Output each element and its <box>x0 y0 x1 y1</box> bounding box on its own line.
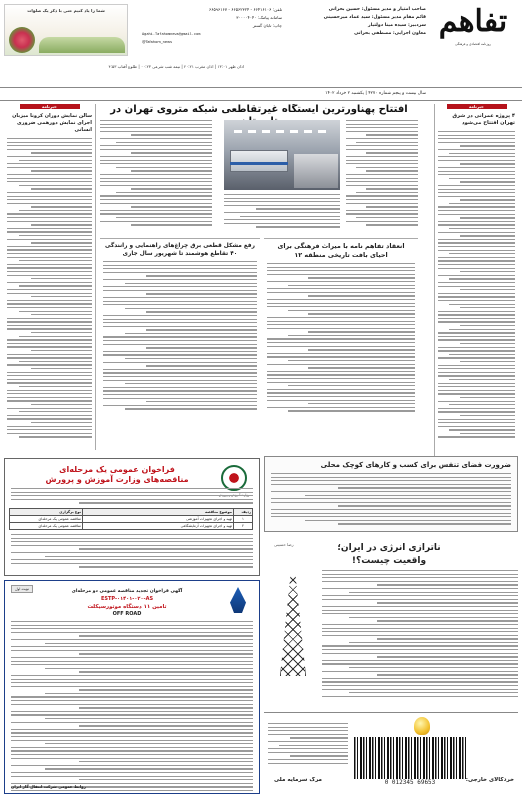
lead-body-right <box>346 120 418 230</box>
lead-story <box>100 104 418 234</box>
bottom-strip <box>264 712 518 794</box>
table-cell: تهیه و اجرای تجهیزات آزمایشگاهی <box>83 523 234 530</box>
masthead-logo <box>430 2 516 62</box>
ceiling-lights <box>234 130 330 133</box>
logo-text: تفاهم <box>438 4 508 39</box>
table-cell: مناقصه عمومی یک مرحله‌ای <box>10 516 83 523</box>
tender-title-1: فراخوان عمومی یک مرحله‌ای <box>59 465 175 474</box>
masthead-credits <box>286 6 426 62</box>
platform <box>294 154 338 188</box>
col-header: ردیف <box>234 509 253 516</box>
contact-line: تلفن: ۶۶۴۱۶۱۰۶ - ۶۶۵۶۲۳۲۴ - ۶۶۵۹۶۱۶۷ <box>209 7 282 12</box>
table-row <box>10 516 253 523</box>
gas-ad-body <box>11 621 253 771</box>
credit-line: معاون اجرایی: مصطفی بحرانی <box>354 31 426 36</box>
energy-article <box>264 536 518 708</box>
heritage-body <box>267 263 415 413</box>
flame-icon <box>228 587 248 613</box>
credit-line: قائم مقام مدیر مسئول: سید عماد میرحسینی <box>323 15 426 20</box>
gas-ad-subtitle: تامین ۱۱ دستگاه موتورسیکلت <box>87 604 167 610</box>
right-column-label: خبرنامه <box>447 104 507 109</box>
metro-train-stripe <box>230 162 288 165</box>
sub-story-traffic <box>100 238 260 414</box>
business-headline: ضرورت فضای تنفس برای کسب و کارهای کوچک محلی <box>320 461 511 469</box>
gas-ad-title: آگهی فراخوان تجدید مناقصه عمومی دو مرحله‌ای <box>71 589 183 594</box>
lead-headline: افتتاح پهناورترین ایستگاه غیرتقاطعی شبکه متروی تهران در <box>110 104 408 115</box>
badge-first-round: نوبت اول <box>11 585 33 593</box>
left-column <box>4 104 96 450</box>
email-line: Agahi.Tafahomnews@gmail.com <box>142 32 201 36</box>
slogan-banner <box>4 4 128 56</box>
gas-tender-ad <box>4 580 260 794</box>
left-column-body <box>7 138 92 450</box>
lightbulb-icon <box>414 717 430 735</box>
table-cell: مناقصه عمومی یک مرحله‌ای <box>10 523 83 530</box>
barcode <box>354 737 466 779</box>
tender-ad <box>4 458 260 576</box>
tender-intro <box>11 488 253 504</box>
gas-ad-footer: روابط عمومی شرکت انتقال گاز ایران <box>11 784 86 789</box>
gas-company-logo <box>223 587 253 621</box>
table-cell: تهیه و اجرای تجهیزات آموزشی <box>83 516 234 523</box>
barcode-number: 0 012345 69653 <box>354 779 466 786</box>
masthead-contact <box>142 6 282 62</box>
strip-left-label: مرگ سرمایه ملی <box>274 777 323 783</box>
dateline-bar <box>0 87 522 101</box>
landscape-decoration <box>39 37 125 53</box>
table-cell: ۱ <box>234 516 253 523</box>
gas-ad-code: ESTP-۰۱۴۰۱-۰۲۰-AS <box>100 596 154 602</box>
left-column-label: خبرنامه <box>20 104 80 109</box>
right-column <box>434 104 518 460</box>
traffic-body <box>103 261 257 411</box>
masthead <box>0 0 522 106</box>
business-body <box>271 473 511 529</box>
traffic-headline: رفع مشکل قطعی برق چراغ‌های راهنمایی و رانندگی ۴۰ تقاطع هوشمند تا شهریور سال جاری <box>105 243 255 257</box>
col-header: نوع برگزاری <box>10 509 83 516</box>
dateline: سال بیست و پنجم شماره ۴۲۷۰ | یکشنبه ۲ خرداد ۱۴۰۲ <box>325 91 426 96</box>
contact-line: چاپ: تابان گستر <box>252 23 282 28</box>
credit-line: سردبیر: سیده مینا دولتیار <box>368 23 426 28</box>
credit-line: صاحب امتیاز و مدیر مسئول: حسین بحرانی <box>328 7 426 12</box>
logo-subtitle: روزنامه اقتصادی و فرهنگی <box>455 42 491 46</box>
gas-ad-tag: OFF ROAD <box>112 611 142 617</box>
energy-illustration <box>268 566 318 686</box>
tender-table <box>9 508 253 530</box>
right-column-body <box>438 131 515 460</box>
energy-byline: رضا حسینی <box>274 542 294 547</box>
energy-headline: ناترازی انرژی در ایران؛ واقعیت چیست؟! <box>337 543 441 566</box>
power-tower-icon <box>280 576 306 676</box>
tender-footer-text <box>11 534 253 574</box>
lead-body-left <box>100 120 212 230</box>
prayer-times: اذان ظهر ۱۳:۰۱ | اذان مغرب ۲۰:۲۱ | نیمه شب شرعی ۰۰:۲۳ | طلوع آفتاب ۴:۵۳ <box>108 64 244 69</box>
contact-line: سامانه پیامک: ۳۰۰۰۰۴۰۴۰ <box>236 15 282 20</box>
table-row <box>10 523 253 530</box>
col-header: موضوع مناقصه <box>83 509 234 516</box>
social-line: @Tafahom_news <box>142 40 172 44</box>
energy-body <box>322 570 518 704</box>
strip-left-text <box>268 723 348 773</box>
strip-right-label: خردکالای خارجی: <box>465 777 514 783</box>
slogan-text: شما را یاد کنیم حتی با ذکر یک صلوات <box>27 8 105 13</box>
left-column-headline: سالن نمایش دوران کرونا میزبان اجرای نمایش دورهمی ضروری انسانی <box>12 113 92 133</box>
flower-decoration <box>9 27 35 53</box>
heritage-headline: انعقاد تفاهم نامه با میراث فرهنگی برای احیای بافت تاریخی منطقه ۱۲ <box>277 242 405 259</box>
lead-body-under-photo <box>224 194 340 232</box>
business-box <box>264 456 518 532</box>
sub-story-heritage <box>264 238 418 414</box>
right-column-headline: ۴ پروژه عمرانی در شرق تهران افتتاح می‌شود <box>452 113 515 126</box>
table-cell: ۲ <box>234 523 253 530</box>
tender-title-2: مناقصه‌های وزارت آموزش و پرورش <box>45 475 189 484</box>
metro-train <box>230 150 288 172</box>
metro-station-photo <box>224 120 340 190</box>
